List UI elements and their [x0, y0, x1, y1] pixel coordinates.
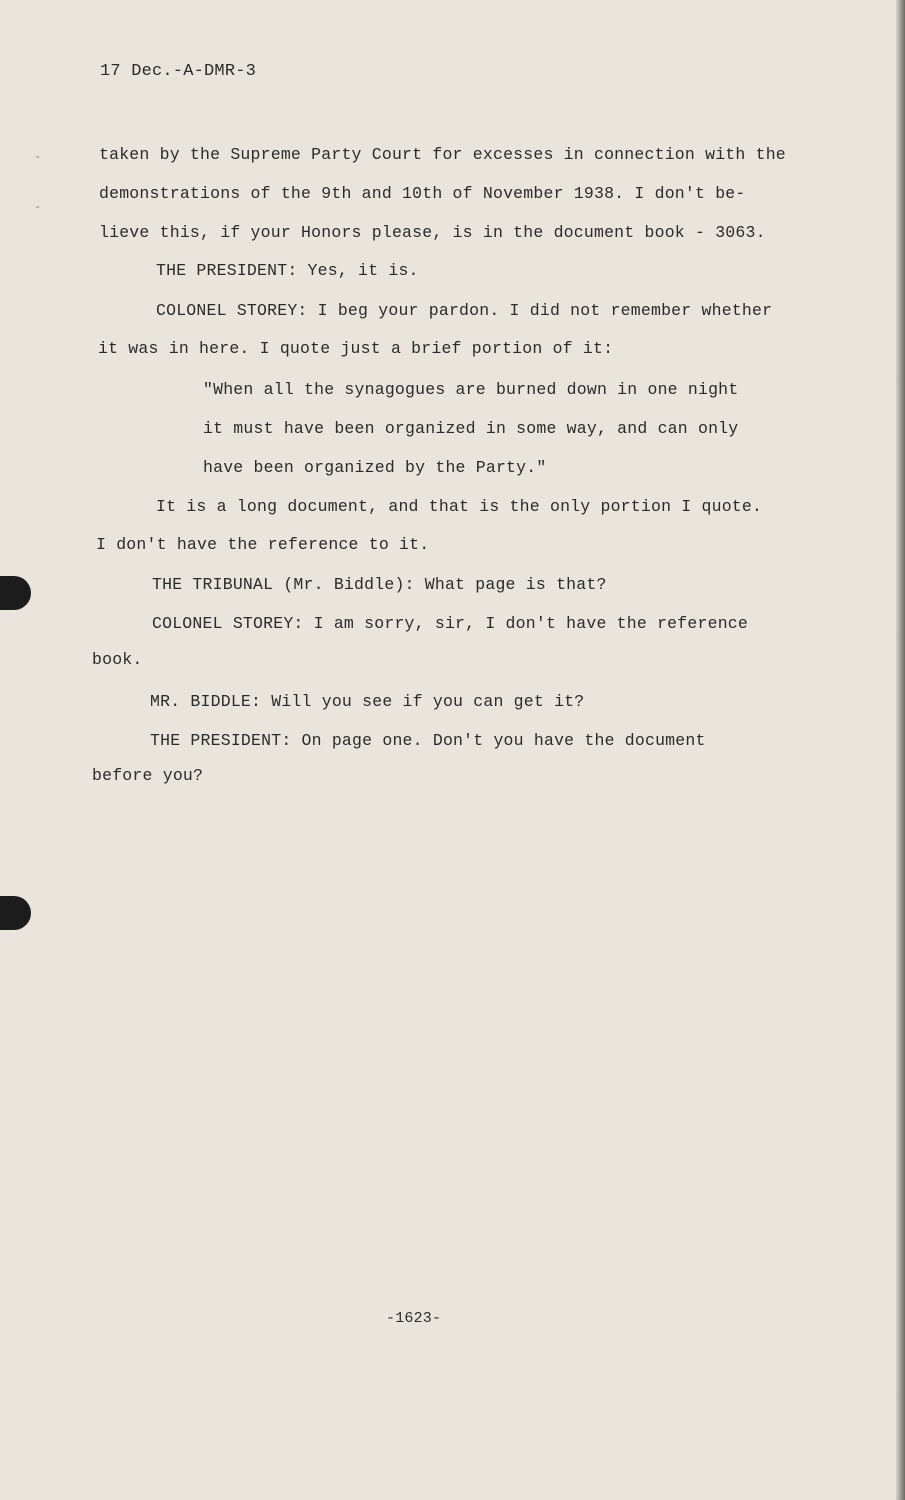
quote-line: have been organized by the Party." — [203, 458, 547, 477]
quote-line: "When all the synagogues are burned down in one night — [203, 380, 739, 399]
text-line: It is a long document, and that is the only portion I quote. — [156, 497, 763, 516]
text-line: lieve this, if your Honors please, is in the document book - 3063. — [99, 223, 766, 242]
margin-mark: - — [34, 150, 42, 164]
punch-hole-top — [0, 576, 31, 610]
text-line: it was in here. I quote just a brief portion of it: — [98, 339, 614, 358]
quote-line: it must have been organized in some way, and can only — [203, 419, 739, 438]
text-line: THE PRESIDENT: Yes, it is. — [156, 261, 419, 280]
text-line: before you? — [92, 766, 204, 785]
text-line: COLONEL STOREY: I am sorry, sir, I don't have the reference — [152, 614, 748, 633]
text-line: COLONEL STOREY: I beg your pardon. I did not remember whether — [156, 301, 773, 320]
text-line: I don't have the reference to it. — [96, 535, 430, 554]
text-line: THE PRESIDENT: On page one. Don't you have the document — [150, 731, 706, 750]
text-line: MR. BIDDLE: Will you see if you can get it? — [150, 692, 585, 711]
text-line: taken by the Supreme Party Court for excesses in connection with the — [99, 145, 786, 164]
text-line: THE TRIBUNAL (Mr. Biddle): What page is that? — [152, 575, 607, 594]
text-line: book. — [92, 650, 143, 669]
page-header: 17 Dec.-A-DMR-3 — [100, 62, 257, 81]
text-line: demonstrations of the 9th and 10th of November 1938. I don't be- — [99, 184, 746, 203]
page-edge-shadow — [896, 0, 905, 1500]
margin-mark: - — [34, 200, 42, 214]
punch-hole-bottom — [0, 896, 31, 930]
page-number: -1623- — [386, 1310, 442, 1327]
